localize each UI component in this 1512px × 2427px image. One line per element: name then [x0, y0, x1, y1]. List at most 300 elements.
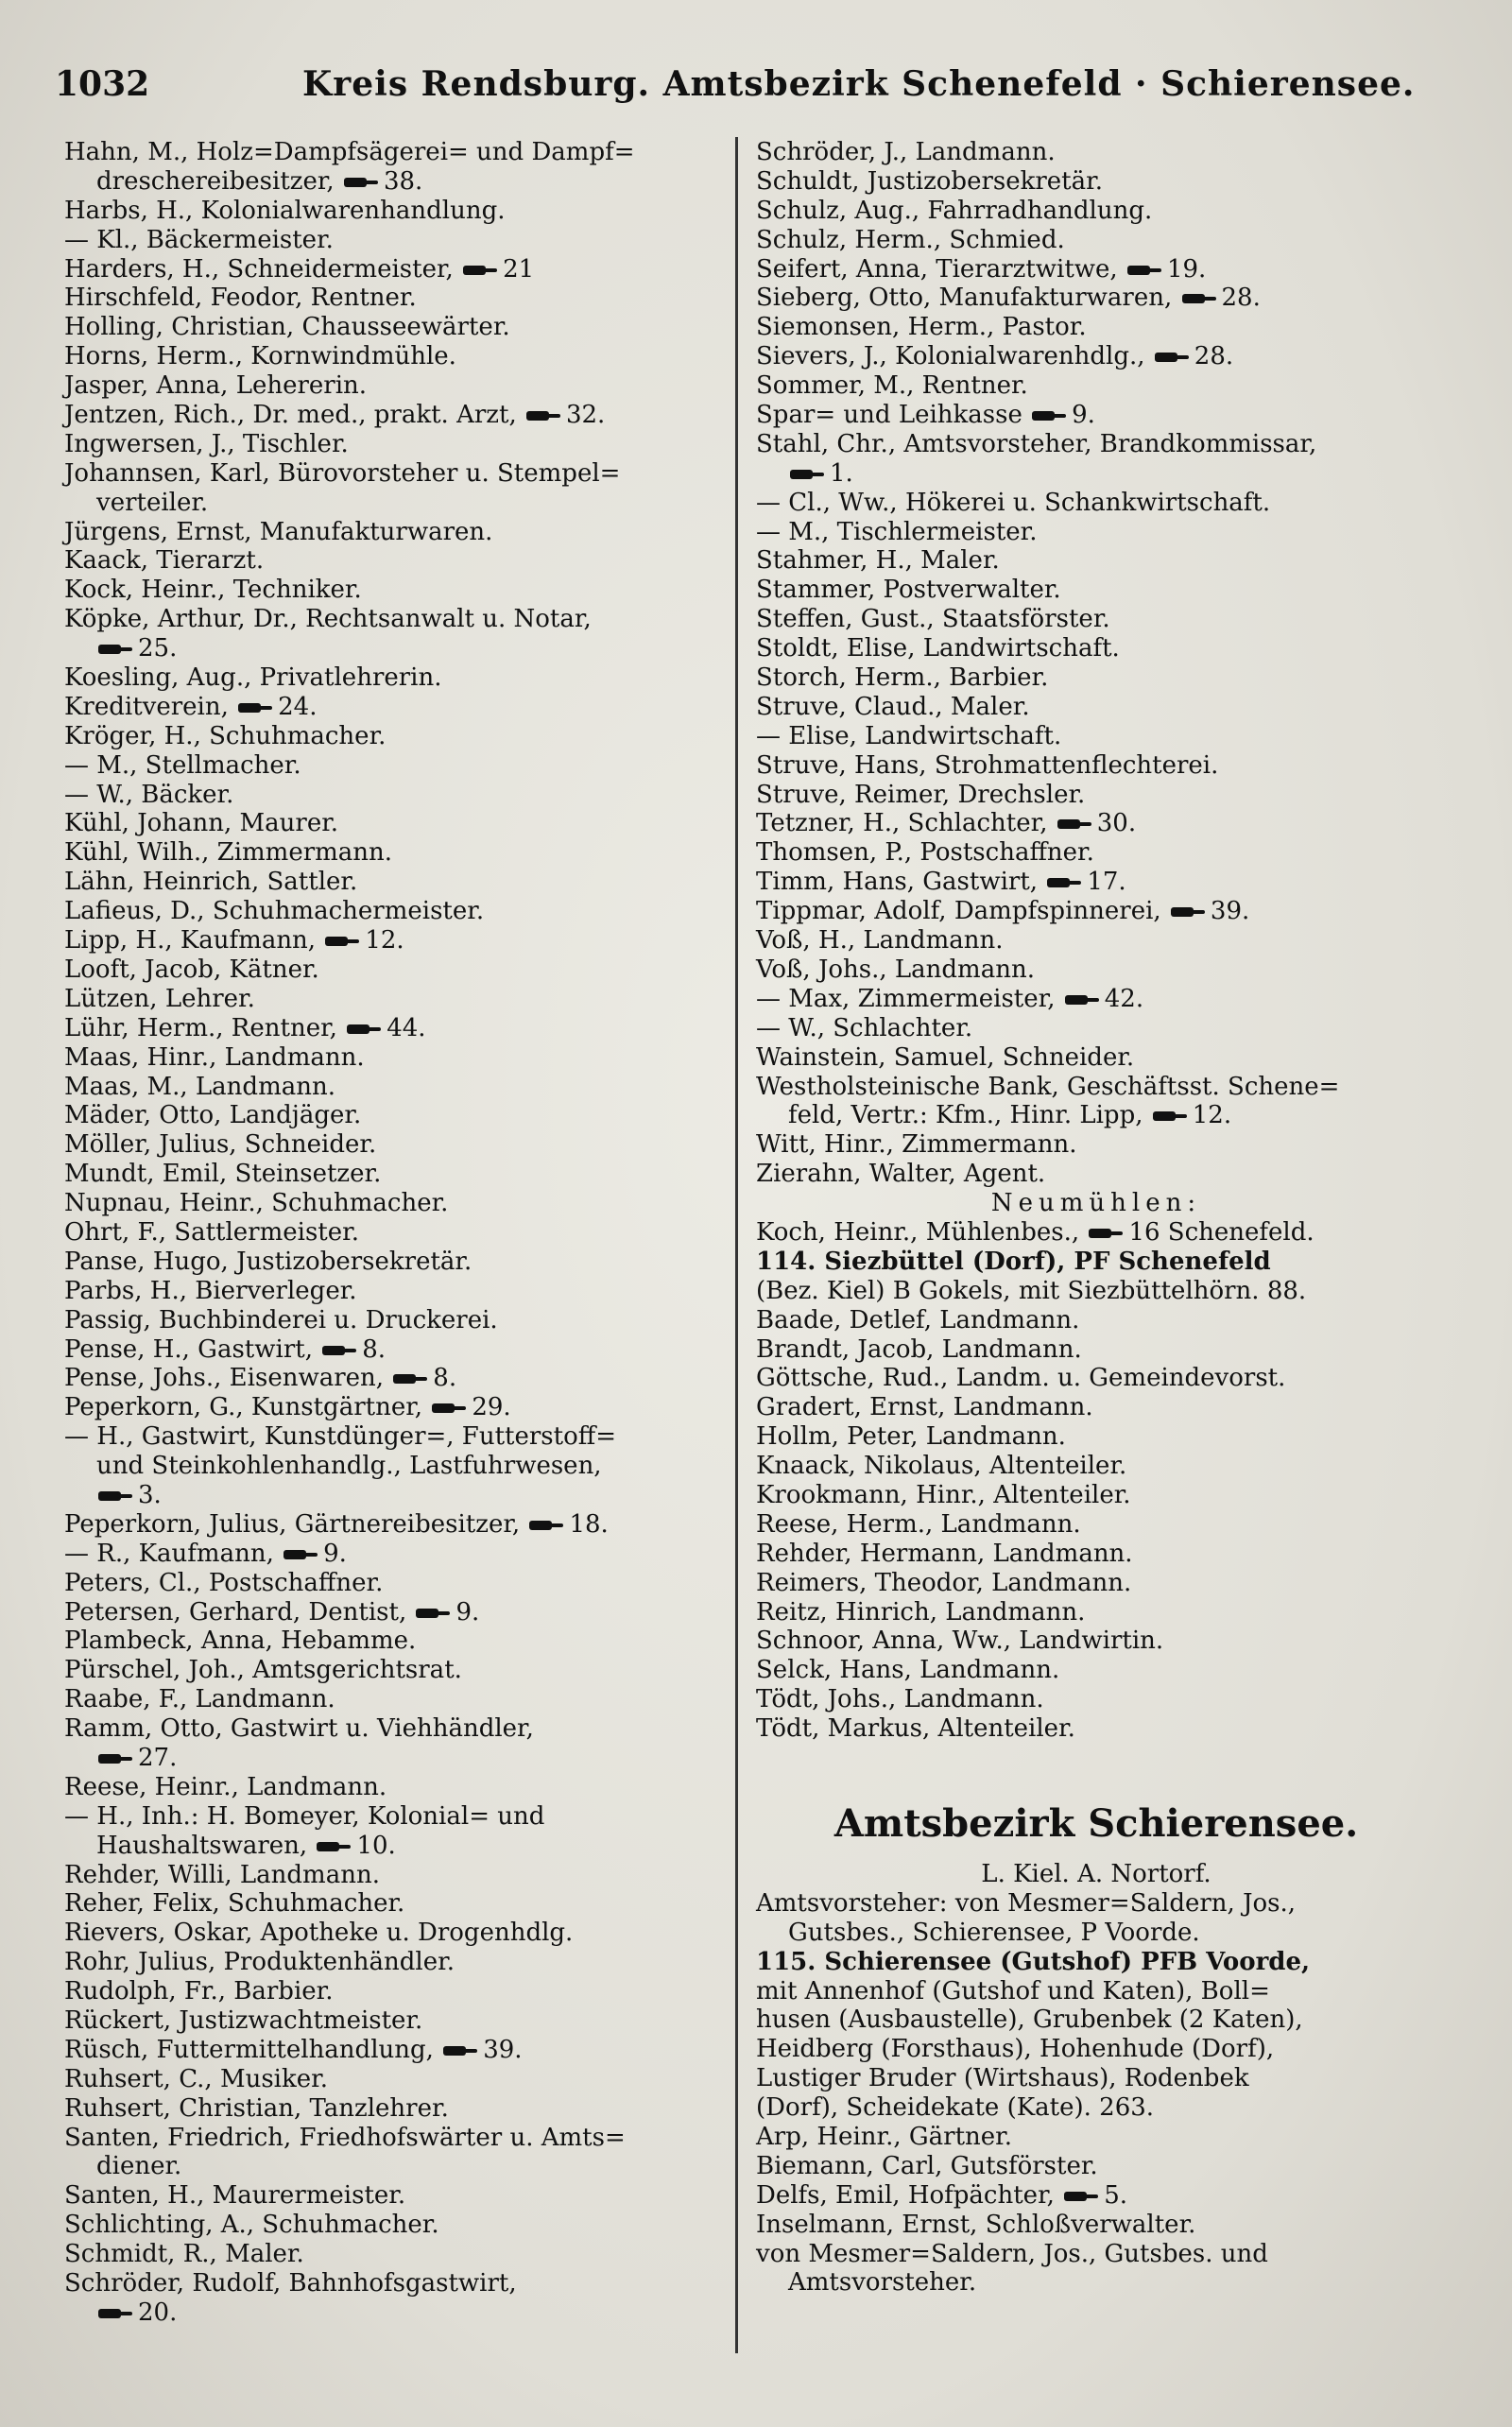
- page-header: [55, 64, 1463, 113]
- telephone-hand-icon: [1089, 1226, 1123, 1241]
- directory-line: [64, 1306, 730, 1335]
- directory-line: [756, 1218, 1436, 1248]
- entry-text: Schulz, Herm., Schmied.: [756, 225, 1065, 254]
- entry-text: Stammer, Postverwalter.: [756, 576, 1061, 605]
- entry-text: Rüsch, Futtermittelhandlung,: [64, 2035, 442, 2064]
- entry-text: Lafieus, D., Schuhmachermeister.: [64, 897, 485, 926]
- telephone-hand-icon: [317, 1839, 351, 1854]
- directory-line: [64, 1714, 730, 1744]
- entry-text: Maas, Hinr., Landmann.: [64, 1042, 365, 1072]
- telephone-number: 39.: [1210, 897, 1250, 926]
- telephone-hand-icon: [790, 467, 824, 482]
- directory-line: [64, 546, 730, 576]
- telephone-hand-icon: [526, 408, 560, 423]
- entry-text: 115. Schierensee (Gutshof) PFB Voorde,: [756, 1947, 1311, 1976]
- telephone-hand-icon: [1065, 992, 1099, 1007]
- directory-line: [64, 1481, 730, 1510]
- directory-line: [64, 1130, 730, 1160]
- entry-text: Tödt, Johs., Landmann.: [756, 1685, 1044, 1714]
- entry-text: — H., Inh.: H. Bomeyer, Kolonial= und: [64, 1801, 545, 1831]
- entry-text: Baade, Detlef, Landmann.: [756, 1305, 1080, 1334]
- directory-line: [64, 2211, 730, 2240]
- entry-text: husen (Ausbaustelle), Grubenbek (2 Katen),: [756, 2005, 1303, 2035]
- directory-line: [756, 781, 1436, 810]
- entry-text: Westholsteinische Bank, Geschäftsst. Schene=: [756, 1072, 1340, 1101]
- entry-text: Tippmar, Adolf, Dampfspinnerei,: [756, 897, 1169, 926]
- directory-line: [64, 1656, 730, 1685]
- directory-line: [756, 1160, 1436, 1189]
- directory-line: [756, 2268, 1436, 2298]
- telephone-number: 32.: [565, 401, 606, 430]
- entry-text: Harbs, H., Kolonialwarenhandlung.: [64, 196, 506, 225]
- directory-line: [756, 2152, 1436, 2181]
- entry-text: Pense, Johs., Eisenwaren,: [64, 1364, 392, 1393]
- directory-line: [64, 2181, 730, 2211]
- telephone-number: 20.: [138, 2298, 178, 2327]
- directory-line: [756, 430, 1436, 459]
- entry-text: Möller, Julius, Schneider.: [64, 1130, 377, 1160]
- left-column: [64, 138, 730, 2328]
- directory-line: [64, 897, 730, 926]
- entry-text: Santen, Friedrich, Friedhofswärter u. Amts=: [64, 2123, 626, 2152]
- directory-line: [756, 1919, 1436, 1948]
- entry-text: Tödt, Markus, Altenteiler.: [756, 1714, 1075, 1744]
- entry-text: verteiler.: [96, 488, 209, 517]
- directory-line: [64, 313, 730, 342]
- directory-line: [64, 1452, 730, 1481]
- directory-line: [64, 926, 730, 955]
- directory-line: [64, 401, 730, 430]
- directory-line: [64, 226, 730, 255]
- directory-line: [756, 751, 1436, 781]
- entry-text: Rückert, Justizwachtmeister.: [64, 2006, 423, 2035]
- directory-line: [64, 1773, 730, 1802]
- spacer: [756, 1744, 1436, 1786]
- directory-line: [756, 1540, 1436, 1569]
- entry-text: Reitz, Hinrich, Landmann.: [756, 1597, 1086, 1627]
- directory-line: [64, 634, 730, 663]
- telephone-hand-icon: [432, 1401, 466, 1416]
- entry-text: Zierahn, Walter, Agent.: [756, 1160, 1046, 1189]
- directory-line: [756, 663, 1436, 693]
- entry-text: Krookmann, Hinr., Altenteiler.: [756, 1480, 1131, 1509]
- directory-line: [64, 1218, 730, 1248]
- directory-line: [64, 1598, 730, 1627]
- directory-line: [64, 1189, 730, 1218]
- entry-text: Nupnau, Heinr., Schuhmacher.: [64, 1189, 449, 1218]
- entry-text: Thomsen, P., Postschaffner.: [756, 838, 1094, 868]
- entry-text: (Dorf), Scheidekate (Kate). 263.: [756, 2093, 1155, 2123]
- telephone-number: 9.: [323, 1539, 347, 1568]
- entry-text: (Bez. Kiel) B Gokels, mit Siezbüttelhörn. 88.: [756, 1276, 1307, 1305]
- directory-line: [64, 1422, 730, 1452]
- directory-line: [64, 1277, 730, 1306]
- entry-text: — Cl., Ww., Hökerei u. Schankwirtschaft.: [756, 488, 1271, 517]
- telephone-number: 21: [503, 254, 535, 284]
- telephone-hand-icon: [98, 1489, 132, 1504]
- entry-text: Sommer, M., Rentner.: [756, 371, 1028, 401]
- entry-text: Schröder, Rudolf, Bahnhofsgastwirt,: [64, 2269, 517, 2298]
- entry-text: Kühl, Johann, Maurer.: [64, 809, 339, 838]
- directory-line: [64, 1802, 730, 1832]
- telephone-number: 16 Schenefeld.: [1128, 1217, 1314, 1247]
- entry-text: Schulz, Aug., Fahrradhandlung.: [756, 196, 1153, 225]
- directory-line: [64, 1889, 730, 1919]
- telephone-number: 25.: [138, 634, 178, 663]
- entry-text: Looft, Jacob, Kätner.: [64, 955, 319, 984]
- directory-line: [64, 576, 730, 605]
- entry-text: feld, Vertr.: Kfm., Hinr. Lipp,: [788, 1101, 1151, 1130]
- directory-line: [64, 371, 730, 401]
- telephone-hand-icon: [98, 2306, 132, 2321]
- directory-line: [756, 722, 1436, 751]
- telephone-hand-icon: [1171, 904, 1205, 920]
- telephone-number: 12.: [365, 926, 404, 955]
- telephone-hand-icon: [1155, 350, 1189, 365]
- directory-line: [756, 2064, 1436, 2093]
- column-divider: [735, 137, 738, 2353]
- telephone-number: 3.: [138, 1480, 162, 1509]
- directory-line: [64, 809, 730, 838]
- entry-text: Knaack, Nikolaus, Altenteiler.: [756, 1452, 1127, 1481]
- directory-line: [64, 2094, 730, 2124]
- entry-text: — H., Gastwirt, Kunstdünger=, Futterstoff=: [64, 1422, 617, 1452]
- directory-line: [756, 955, 1436, 985]
- directory-line: [756, 1481, 1436, 1510]
- directory-line: [64, 284, 730, 313]
- telephone-hand-icon: [1047, 875, 1081, 890]
- running-title: Kreis Rendsburg. Amtsbezirk Schenefeld · Schierensee.: [302, 64, 1416, 104]
- telephone-number: 28.: [1221, 284, 1261, 313]
- telephone-number: 19.: [1166, 254, 1207, 284]
- directory-line: [64, 1014, 730, 1043]
- directory-line: [64, 2240, 730, 2269]
- entry-text: L. Kiel. A. Nortorf.: [981, 1859, 1211, 1888]
- entry-text: Rudolph, Fr., Barbier.: [64, 1977, 334, 2006]
- entry-text: Koch, Heinr., Mühlenbes.,: [756, 1217, 1088, 1247]
- directory-line: [756, 576, 1436, 605]
- directory-line: [756, 1948, 1436, 1977]
- telephone-hand-icon: [325, 934, 359, 949]
- directory-line: [756, 313, 1436, 342]
- entry-text: dreschereibesitzer,: [96, 166, 342, 196]
- telephone-hand-icon: [238, 700, 272, 715]
- directory-line: [64, 1832, 730, 1861]
- directory-line: [756, 342, 1436, 371]
- telephone-number: 42.: [1104, 984, 1144, 1013]
- telephone-hand-icon: [98, 1751, 132, 1766]
- directory-line: [64, 1861, 730, 1890]
- entry-text: Struve, Reimer, Drechsler.: [756, 780, 1086, 809]
- directory-line: [64, 868, 730, 897]
- directory-line: [64, 2006, 730, 2036]
- telephone-number: 17.: [1087, 868, 1126, 897]
- telephone-number: 39.: [483, 2035, 523, 2064]
- telephone-hand-icon: [347, 1022, 381, 1037]
- entry-text: — W., Schlachter.: [756, 1013, 973, 1042]
- telephone-hand-icon: [463, 263, 497, 278]
- entry-text: Mundt, Emil, Steinsetzer.: [64, 1160, 382, 1189]
- telephone-number: 9.: [455, 1597, 480, 1627]
- entry-text: — Kl., Bäckermeister.: [64, 225, 334, 254]
- entry-text: Amtsvorsteher.: [788, 2268, 977, 2298]
- directory-line: [64, 489, 730, 518]
- directory-line: [64, 1248, 730, 1277]
- entry-text: Reher, Felix, Schuhmacher.: [64, 1889, 405, 1919]
- directory-line: [756, 401, 1436, 430]
- entry-text: Köpke, Arthur, Dr., Rechtsanwalt u. Notar,: [64, 605, 592, 634]
- entry-text: Plambeck, Anna, Hebamme.: [64, 1627, 417, 1656]
- directory-line: [756, 1364, 1436, 1393]
- directory-line: [64, 1919, 730, 1948]
- entry-text: Sievers, J., Kolonialwarenhdlg.,: [756, 342, 1153, 371]
- directory-line: [64, 838, 730, 868]
- directory-line: [756, 1073, 1436, 1102]
- directory-line: [756, 1598, 1436, 1627]
- directory-line: [756, 1248, 1436, 1277]
- entry-text: Brandt, Jacob, Landmann.: [756, 1334, 1082, 1364]
- entry-text: Hollm, Peter, Landmann.: [756, 1422, 1066, 1452]
- telephone-hand-icon: [1064, 2189, 1098, 2204]
- entry-text: Mäder, Otto, Landjäger.: [64, 1101, 362, 1130]
- entry-text: Tetzner, H., Schlachter,: [756, 809, 1056, 838]
- entry-text: Kaack, Tierarzt.: [64, 546, 265, 576]
- entry-text: von Mesmer=Saldern, Jos., Gutsbes. und: [756, 2239, 1268, 2268]
- entry-text: Spar= und Leihkasse: [756, 401, 1031, 430]
- directory-line: [756, 897, 1436, 926]
- directory-line: [756, 197, 1436, 226]
- directory-line: [756, 371, 1436, 401]
- entry-text: Kröger, H., Schuhmacher.: [64, 721, 387, 750]
- telephone-hand-icon: [98, 642, 132, 657]
- directory-line: [64, 1335, 730, 1365]
- telephone-hand-icon: [322, 1343, 356, 1358]
- telephone-hand-icon: [393, 1371, 427, 1386]
- entry-text: Reese, Herm., Landmann.: [756, 1509, 1081, 1539]
- entry-text: mit Annenhof (Gutshof und Katen), Boll=: [756, 1976, 1270, 2005]
- directory-line: [64, 2036, 730, 2065]
- entry-text: 114. Siezbüttel (Dorf), PF Schenefeld: [756, 1247, 1271, 1276]
- directory-line: [756, 2123, 1436, 2152]
- directory-line: [756, 1130, 1436, 1160]
- telephone-hand-icon: [284, 1547, 318, 1562]
- entry-text: Peperkorn, Julius, Gärtnereibesitzer,: [64, 1509, 528, 1539]
- directory-line: [64, 693, 730, 722]
- directory-line: [64, 1569, 730, 1598]
- directory-line: [756, 2093, 1436, 2123]
- directory-line: [64, 1510, 730, 1540]
- directory-line: [756, 2035, 1436, 2064]
- entry-text: Reese, Heinr., Landmann.: [64, 1772, 387, 1801]
- entry-text: Johannsen, Karl, Bürovorsteher u. Stempel=: [64, 458, 621, 488]
- entry-text: Schnoor, Anna, Ww., Landwirtin.: [756, 1627, 1164, 1656]
- telephone-hand-icon: [1153, 1109, 1187, 1124]
- directory-line: [64, 1364, 730, 1393]
- entry-text: und Steinkohlenhandlg., Lastfuhrwesen,: [96, 1452, 602, 1481]
- entry-text: Jasper, Anna, Lehererin.: [64, 371, 368, 401]
- directory-line: [756, 1335, 1436, 1365]
- directory-line: [756, 809, 1436, 838]
- entry-text: Struve, Claud., Maler.: [756, 692, 1030, 721]
- entry-text: Panse, Hugo, Justizobersekretär.: [64, 1247, 472, 1276]
- telephone-hand-icon: [529, 1518, 563, 1533]
- entry-text: Rehder, Willi, Landmann.: [64, 1860, 380, 1889]
- entry-text: Hirschfeld, Feodor, Rentner.: [64, 284, 417, 313]
- entry-text: — Elise, Landwirtschaft.: [756, 721, 1062, 750]
- directory-line: [756, 1014, 1436, 1043]
- directory-line: [64, 1540, 730, 1569]
- entry-text: Kreditverein,: [64, 692, 237, 721]
- entry-text: diener.: [96, 2152, 182, 2181]
- directory-line: [756, 1889, 1436, 1919]
- directory-line: [756, 1189, 1436, 1218]
- directory-line: [756, 518, 1436, 547]
- directory-line: [64, 781, 730, 810]
- entry-text: Santen, H., Maurermeister.: [64, 2181, 406, 2211]
- entry-text: Koesling, Aug., Privatlehrerin.: [64, 663, 442, 693]
- entry-text: Witt, Hinr., Zimmermann.: [756, 1130, 1077, 1160]
- entry-text: Pense, H., Gastwirt,: [64, 1334, 321, 1364]
- directory-line: [756, 1510, 1436, 1540]
- directory-line: [756, 926, 1436, 955]
- directory-line: [756, 255, 1436, 284]
- telephone-number: 10.: [356, 1831, 396, 1860]
- entry-text: Stahmer, H., Maler.: [756, 546, 1000, 576]
- directory-line: [756, 1656, 1436, 1685]
- entry-text: Selck, Hans, Landmann.: [756, 1656, 1060, 1685]
- telephone-number: 12.: [1192, 1101, 1232, 1130]
- entry-text: Schröder, J., Landmann.: [756, 138, 1056, 166]
- directory-line: [756, 138, 1436, 167]
- entry-text: Gradert, Ernst, Landmann.: [756, 1393, 1093, 1422]
- telephone-number: 44.: [387, 1013, 426, 1042]
- entry-text: Voß, Johs., Landmann.: [756, 955, 1035, 984]
- telephone-hand-icon: [344, 175, 378, 190]
- directory-line: [64, 167, 730, 197]
- directory-line: [64, 2065, 730, 2094]
- directory-line: [64, 605, 730, 634]
- directory-line: [64, 1073, 730, 1102]
- directory-line: [756, 693, 1436, 722]
- directory-line: [64, 955, 730, 985]
- entry-text: Holling, Christian, Chausseewärter.: [64, 313, 510, 342]
- entry-text: Hahn, M., Holz=Dampfsägerei= und Dampf=: [64, 138, 635, 166]
- telephone-number: 18.: [569, 1509, 609, 1539]
- entry-text: Voß, H., Landmann.: [756, 926, 1004, 955]
- entry-text: Göttsche, Rud., Landm. u. Gemeindevorst.: [756, 1364, 1286, 1393]
- directory-line: [64, 2152, 730, 2181]
- entry-text: Steffen, Gust., Staatsförster.: [756, 605, 1110, 634]
- directory-line: [756, 1393, 1436, 1422]
- telephone-number: 28.: [1194, 342, 1234, 371]
- directory-line: [756, 1422, 1436, 1452]
- directory-line: [756, 489, 1436, 518]
- directory-line: [756, 838, 1436, 868]
- entry-text: Lühr, Herm., Rentner,: [64, 1013, 346, 1042]
- entry-text: Jentzen, Rich., Dr. med., prakt. Arzt,: [64, 401, 524, 430]
- directory-line: [756, 2240, 1436, 2269]
- entry-text: Timm, Hans, Gastwirt,: [756, 868, 1046, 897]
- entry-text: Peperkorn, G., Kunstgärtner,: [64, 1393, 431, 1422]
- entry-text: Maas, M., Landmann.: [64, 1072, 335, 1101]
- entry-text: Lustiger Bruder (Wirtshaus), Rodenbek: [756, 2064, 1249, 2093]
- directory-line: [64, 2124, 730, 2153]
- directory-line: [756, 2211, 1436, 2240]
- directory-line: [756, 634, 1436, 663]
- entry-text: Inselmann, Ernst, Schloßverwalter.: [756, 2210, 1196, 2239]
- directory-line: [64, 663, 730, 693]
- directory-line: [756, 1860, 1436, 1889]
- directory-line: [756, 1977, 1436, 2006]
- entry-text: Sieberg, Otto, Manufakturwaren,: [756, 284, 1180, 313]
- directory-line: [64, 518, 730, 547]
- directory-line: [64, 1744, 730, 1773]
- entry-text: Ingwersen, J., Tischler.: [64, 429, 349, 458]
- entry-text: Ruhsert, C., Musiker.: [64, 2064, 328, 2093]
- directory-line: [756, 459, 1436, 489]
- telephone-number: 9.: [1072, 401, 1095, 430]
- telephone-number: 8.: [433, 1364, 457, 1393]
- directory-line: [756, 226, 1436, 255]
- telephone-number: 1.: [830, 458, 853, 488]
- directory-line: [756, 1043, 1436, 1073]
- directory-line: [64, 342, 730, 371]
- right-column: [756, 138, 1436, 2298]
- directory-line: [756, 167, 1436, 197]
- entry-text: Haushaltswaren,: [96, 1831, 316, 1860]
- directory-line: [756, 1277, 1436, 1306]
- entry-text: Gutsbes., Schierensee, P Voorde.: [788, 1918, 1200, 1947]
- entry-text: Siemonsen, Herm., Pastor.: [756, 313, 1087, 342]
- directory-line: [756, 985, 1436, 1014]
- entry-text: Rohr, Julius, Produktenhändler.: [64, 1948, 455, 1977]
- entry-text: Rievers, Oskar, Apotheke u. Drogenhdlg.: [64, 1919, 574, 1948]
- entry-text: Raabe, F., Landmann.: [64, 1685, 335, 1714]
- entry-text: Passig, Buchbinderei u. Druckerei.: [64, 1305, 498, 1334]
- telephone-number: 24.: [278, 692, 318, 721]
- directory-line: [756, 1101, 1436, 1130]
- entry-text: Heidberg (Forsthaus), Hohenhude (Dorf),: [756, 2035, 1275, 2064]
- entry-text: Lähn, Heinrich, Sattler.: [64, 868, 358, 897]
- directory-line: [756, 546, 1436, 576]
- entry-text: Stoldt, Elise, Landwirtschaft.: [756, 634, 1120, 663]
- entry-text: Lützen, Lehrer.: [64, 984, 255, 1013]
- entry-text: — M., Tischlermeister.: [756, 517, 1038, 546]
- entry-text: Harders, H., Schneidermeister,: [64, 254, 462, 284]
- entry-text: Schmidt, R., Maler.: [64, 2240, 304, 2269]
- directory-line: [756, 1627, 1436, 1656]
- directory-line: [64, 722, 730, 751]
- directory-line: [64, 1043, 730, 1073]
- directory-line: [64, 2298, 730, 2328]
- directory-line: [756, 1685, 1436, 1714]
- directory-line: [756, 868, 1436, 897]
- entry-text: — Max, Zimmermeister,: [756, 984, 1063, 1013]
- directory-line: [64, 1948, 730, 1977]
- entry-text: Arp, Heinr., Gärtner.: [756, 2123, 1012, 2151]
- telephone-number: 29.: [472, 1393, 511, 1422]
- entry-text: — R., Kaufmann,: [64, 1539, 283, 1568]
- entry-text: Horns, Herm., Kornwindmühle.: [64, 342, 456, 371]
- directory-line: [64, 1627, 730, 1656]
- directory-line: [64, 985, 730, 1014]
- telephone-number: 38.: [383, 166, 423, 196]
- entry-text: Storch, Herm., Barbier.: [756, 663, 1049, 693]
- directory-line: [64, 1101, 730, 1130]
- entry-text: Ohrt, F., Sattlermeister.: [64, 1217, 359, 1247]
- page-number: 1032: [55, 64, 150, 104]
- entry-text: Seifert, Anna, Tierarztwitwe,: [756, 254, 1125, 284]
